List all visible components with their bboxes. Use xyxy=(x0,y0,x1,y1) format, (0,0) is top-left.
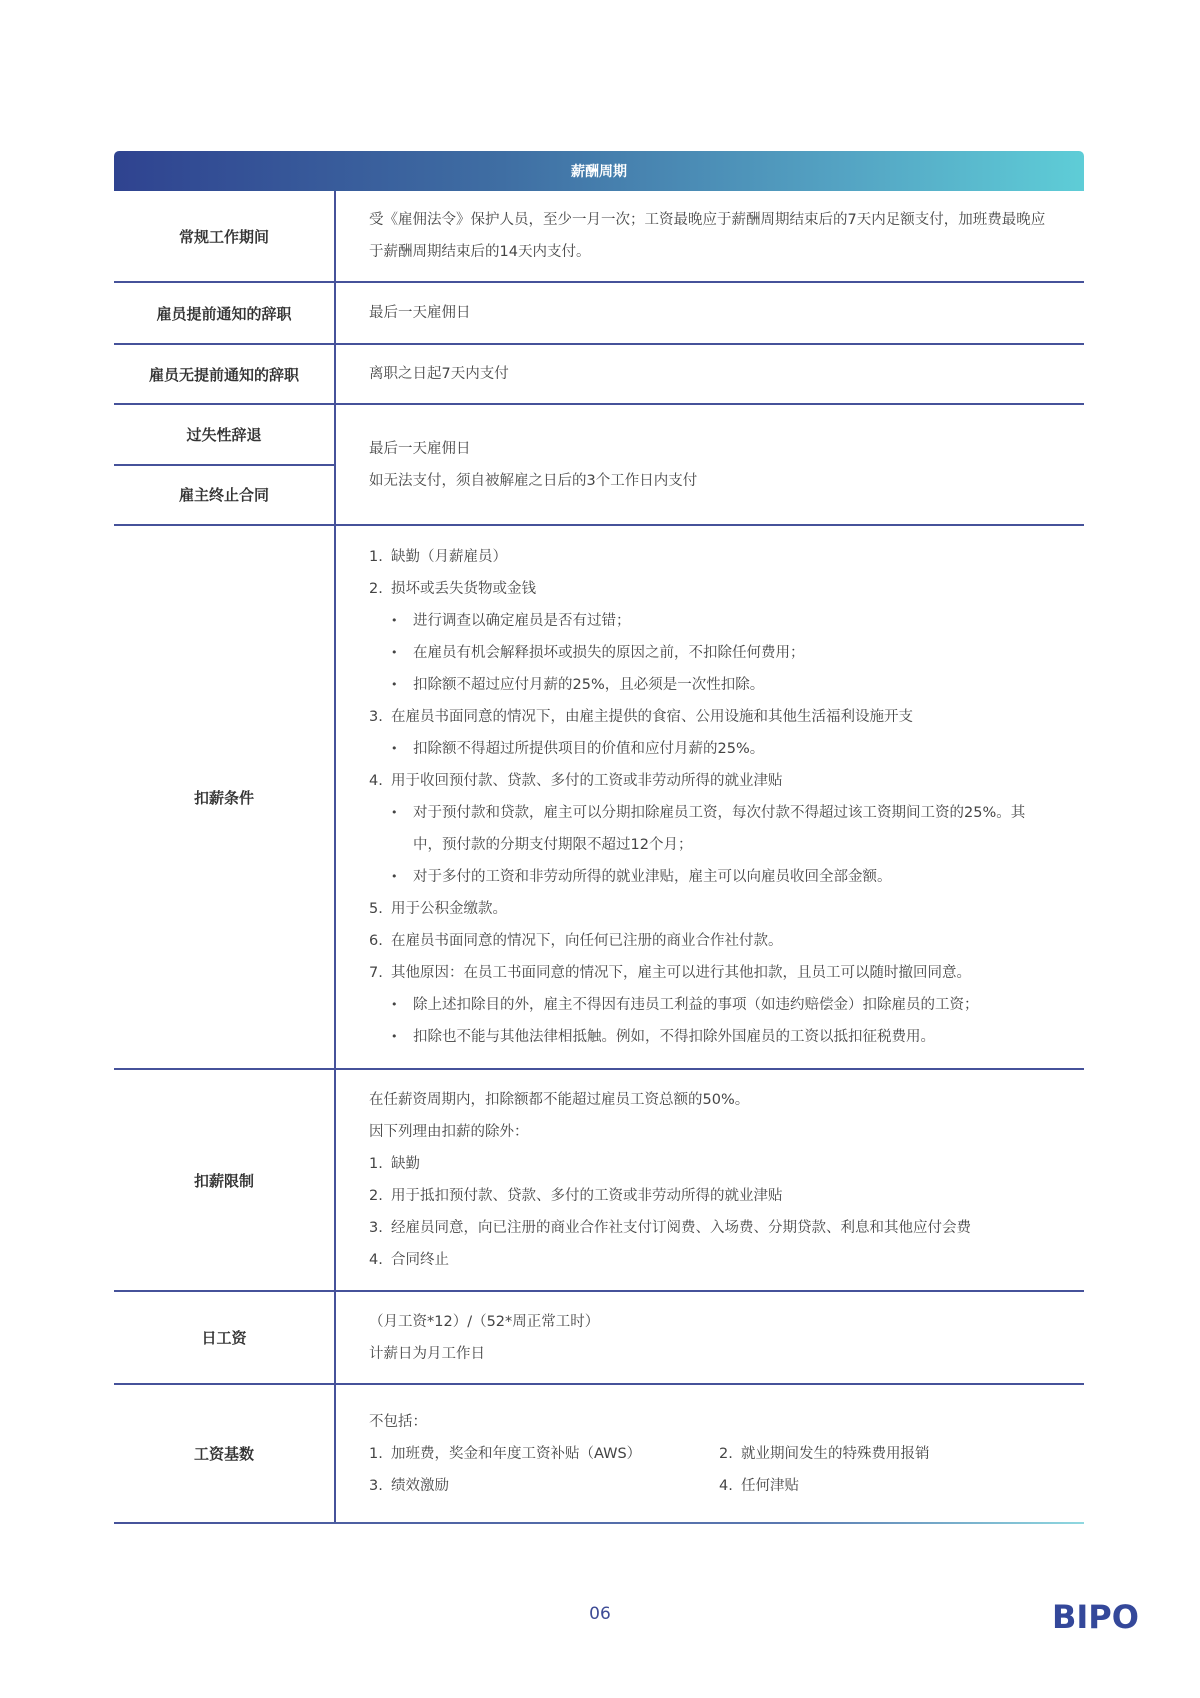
row-label: 常规工作期间 xyxy=(114,191,336,281)
numbered-item xyxy=(369,1212,1054,1244)
row-limits xyxy=(114,1070,1084,1292)
row-label: 工资基数 xyxy=(114,1385,336,1522)
item-text: 加班费，奖金和年度工资补贴（AWS） xyxy=(391,1445,642,1462)
deduction-list xyxy=(336,526,1084,1068)
page-number: 06 xyxy=(589,1604,611,1624)
row-text: 不包括： xyxy=(369,1413,427,1430)
row-text: 因下列理由扣薪的除外： xyxy=(369,1124,529,1140)
row-regular xyxy=(114,191,1084,283)
item-number: 7. xyxy=(369,965,383,981)
row-label: 扣薪条件 xyxy=(114,526,336,1068)
item-text: 在雇员书面同意的情况下，由雇主提供的食宿、公用设施和其他生活福利设施开支 xyxy=(391,709,913,725)
row-resign-notice xyxy=(114,283,1084,345)
numbered-item xyxy=(369,893,1054,925)
item-number: 4. xyxy=(369,773,383,789)
item-text: 绩效激励 xyxy=(391,1477,449,1494)
bullet-item: • 对于预付款和贷款，雇主可以分期扣除雇员工资，每次付款不得超过该工资期间工资的25%。其中，预付款的分期支付期限不超过12个月； xyxy=(369,797,1054,861)
item-text: 经雇员同意，向已注册的商业合作社支付订阅费、入场费、分期贷款、利息和其他应付会费 xyxy=(391,1220,971,1236)
item-number: 3. xyxy=(369,709,383,725)
item-text: 就业期间发生的特殊费用报销 xyxy=(741,1445,930,1462)
row-label: 雇主终止合同 xyxy=(178,486,269,505)
row-text: 最后一天雇佣日 xyxy=(369,305,471,321)
item-number: 1. xyxy=(369,549,383,565)
item-number: 5. xyxy=(369,901,383,917)
numbered-item xyxy=(369,1244,1054,1276)
item-text: 在雇员书面同意的情况下，向任何已注册的商业合作社付款。 xyxy=(391,933,783,949)
payroll-cycle-table xyxy=(114,151,1084,1524)
item-text: 合同终止 xyxy=(391,1252,449,1268)
item-text: 用于抵扣预付款、贷款、多付的工资或非劳动所得的就业津贴 xyxy=(391,1188,783,1204)
row-dismissal xyxy=(114,405,1084,526)
item-number: 2. xyxy=(369,1188,383,1204)
row-label: 雇员无提前通知的辞职 xyxy=(114,345,336,403)
wage-base-list xyxy=(369,1438,1054,1502)
item-text: 用于收回预付款、贷款、多付的工资或非劳动所得的就业津贴 xyxy=(391,773,783,789)
item-text: 用于公积金缴款。 xyxy=(391,901,507,917)
item-number: 1. xyxy=(369,1445,383,1462)
row-label: 过失性辞退 xyxy=(114,405,334,466)
item-number: 3. xyxy=(369,1220,383,1236)
row-text: （月工资*12）/（52*周正常工时） xyxy=(369,1313,600,1330)
numbered-item xyxy=(369,701,1054,733)
row-label: 扣薪限制 xyxy=(114,1070,336,1290)
limit-list xyxy=(369,1148,1054,1276)
row-daily-wage xyxy=(114,1292,1084,1385)
row-wage-base xyxy=(114,1385,1084,1522)
numbered-item xyxy=(369,925,1054,957)
numbered-item xyxy=(369,1180,1054,1212)
row-text: 在任薪资周期内，扣除额都不能超过雇员工资总额的50%。 xyxy=(369,1092,750,1108)
bullet-item: • 扣除额不得超过所提供项目的价值和应付月薪的25%。 xyxy=(369,733,1054,765)
row-deductions xyxy=(114,526,1084,1070)
numbered-item xyxy=(719,1438,1054,1470)
row-text: 计薪日为月工作日 xyxy=(369,1345,485,1362)
numbered-item xyxy=(369,541,1054,573)
row-text: 最后一天雇佣日 xyxy=(369,440,471,457)
numbered-item xyxy=(369,1148,1054,1180)
bullet-item: • 对于多付的工资和非劳动所得的就业津贴，雇主可以向雇员收回全部金额。 xyxy=(369,861,1054,893)
table-bottom-rule xyxy=(114,1522,1084,1524)
bullet-item: • 扣除也不能与其他法律相抵触。例如，不得扣除外国雇员的工资以抵扣征税费用。 xyxy=(369,1021,1054,1053)
numbered-item xyxy=(369,957,1054,989)
item-text: 缺勤（月薪雇员） xyxy=(391,549,507,565)
numbered-item xyxy=(369,765,1054,797)
bullet-item: • 除上述扣除目的外，雇主不得因有违员工利益的事项（如违约赔偿金）扣除雇员的工资； xyxy=(369,989,1054,1021)
row-label: 雇员提前通知的辞职 xyxy=(114,283,336,343)
item-number: 2. xyxy=(369,581,383,597)
item-number: 4. xyxy=(719,1477,733,1494)
bullet-item: • 在雇员有机会解释损坏或损失的原因之前，不扣除任何费用； xyxy=(369,637,1054,669)
item-number: 2. xyxy=(719,1445,733,1462)
row-text: 离职之日起7天内支付 xyxy=(369,366,509,382)
bullet-item: • 进行调查以确定雇员是否有过错； xyxy=(369,605,1054,637)
item-number: 6. xyxy=(369,933,383,949)
numbered-item xyxy=(369,1470,719,1502)
row-resign-no-notice xyxy=(114,345,1084,405)
table-title: 薪酬周期 xyxy=(114,151,1084,191)
row-text: 如无法支付，须自被解雇之日后的3个工作日内支付 xyxy=(369,472,698,489)
bullet-item: • 扣除额不超过应付月薪的25%，且必须是一次性扣除。 xyxy=(369,669,1054,701)
row-text: 受《雇佣法令》保护人员，至少一月一次；工资最晚应于薪酬周期结束后的7天内足额支付，加班费最晚应于薪酬周期结束后的14天内支付。 xyxy=(369,212,1046,260)
item-text: 损坏或丢失货物或金钱 xyxy=(391,581,536,597)
numbered-item xyxy=(369,573,1054,605)
item-text: 缺勤 xyxy=(391,1156,420,1172)
item-text: 任何津贴 xyxy=(741,1477,799,1494)
item-number: 1. xyxy=(369,1156,383,1172)
row-label: 日工资 xyxy=(114,1292,336,1383)
item-number: 3. xyxy=(369,1477,383,1494)
item-number: 4. xyxy=(369,1252,383,1268)
bipo-logo: BIPO xyxy=(1052,1598,1139,1636)
numbered-item xyxy=(719,1470,1054,1502)
item-text: 其他原因：在员工书面同意的情况下，雇主可以进行其他扣款，且员工可以随时撤回同意。 xyxy=(391,965,971,981)
numbered-item xyxy=(369,1438,719,1470)
